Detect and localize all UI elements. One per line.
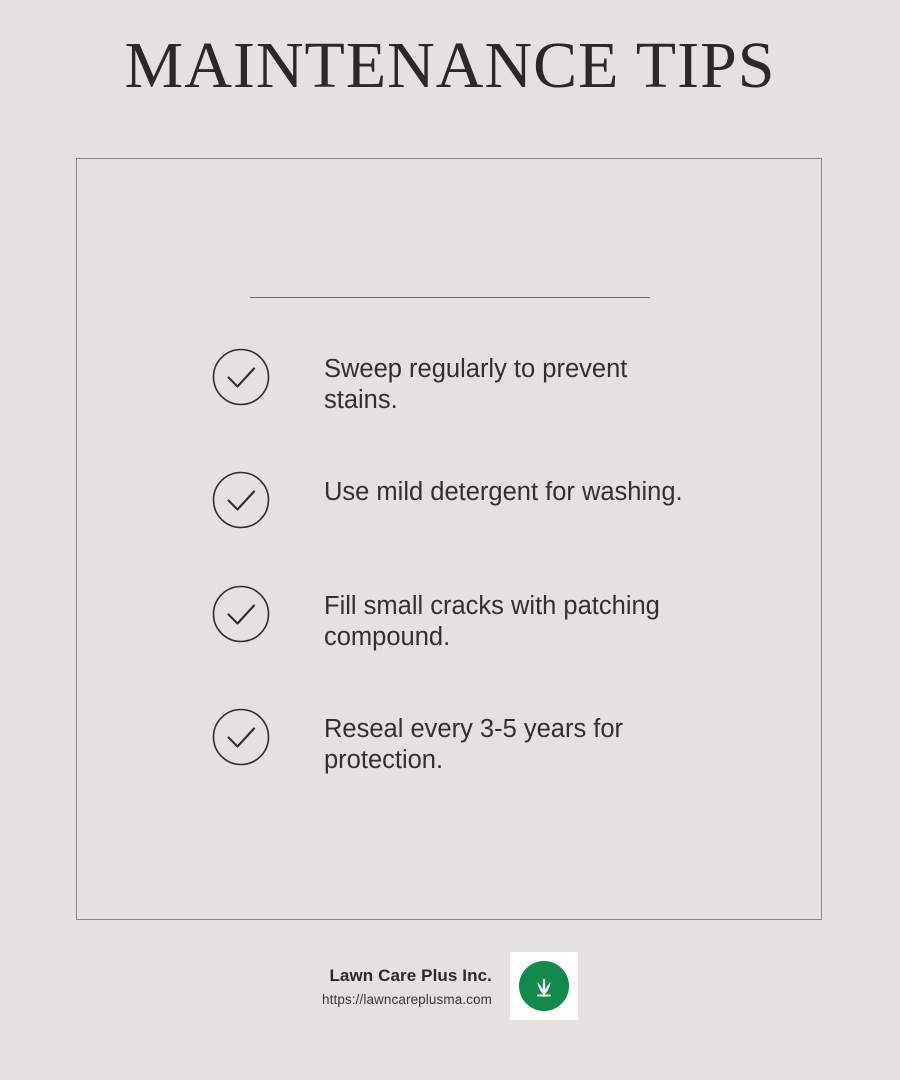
check-circle-icon <box>212 708 270 766</box>
divider <box>250 297 650 298</box>
grass-logo-icon <box>519 961 569 1011</box>
list-item-label: Fill small cracks with patching compound. <box>324 592 660 651</box>
page-title: MAINTENANCE TIPS <box>124 29 776 102</box>
logo <box>510 952 578 1020</box>
check-circle-icon <box>212 348 270 406</box>
list-item <box>212 471 732 529</box>
footer-text-block <box>322 966 492 1007</box>
list-item-label: Reseal every 3-5 years for protection. <box>324 715 624 774</box>
list-item-label: Sweep regularly to prevent stains. <box>324 355 628 414</box>
tips-list <box>212 348 732 776</box>
list-item <box>212 348 732 415</box>
brand-name: Lawn Care Plus Inc. <box>329 965 492 985</box>
list-item <box>212 708 732 775</box>
footer <box>0 952 900 1020</box>
check-circle-icon <box>212 585 270 643</box>
list-item-label: Use mild detergent for washing. <box>324 478 683 507</box>
website-url[interactable]: https://lawncareplusma.com <box>322 991 492 1007</box>
check-circle-icon <box>212 471 270 529</box>
list-item <box>212 585 732 652</box>
